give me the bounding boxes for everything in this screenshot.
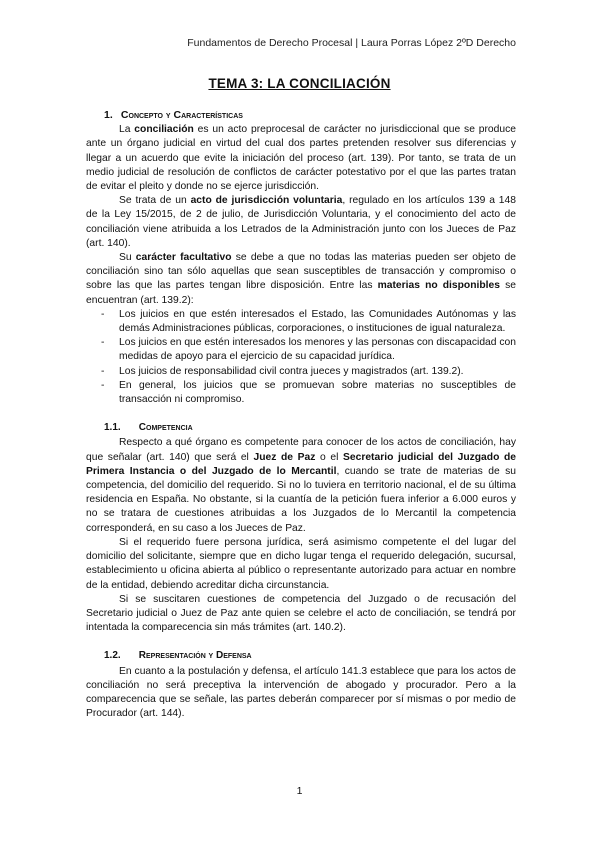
paragraph — [86, 123, 516, 194]
list-item-text: Los juicios en que estén interesados los menores y las personas con discapacidad con medidas de apoyo para el ejercicio de su capacidad jurídica. — [119, 337, 516, 363]
paragraph — [86, 194, 516, 251]
list-item — [101, 336, 516, 364]
bold-term: Juez de Paz — [253, 451, 316, 463]
list-item — [101, 308, 516, 336]
section-title: Representación y Defensa — [138, 650, 252, 662]
bold-term: carácter facultativo — [135, 252, 232, 264]
list-item — [101, 379, 516, 407]
section-number: 1.1. — [104, 422, 121, 434]
section-1-heading — [104, 108, 516, 122]
materias-list — [86, 308, 516, 407]
text-run: se debe a que no todas las materias pueden ser objeto de conciliación sino tan sólo aquellas que sean susceptibles de transacción y compromiso o sobre las que las partes tengan libre disposición. Entre las — [86, 252, 516, 292]
spacer — [86, 407, 516, 421]
page-title: TEMA 3: LA CONCILIACIÓN — [208, 76, 391, 91]
page-number: 1 — [296, 785, 303, 797]
paragraph — [86, 251, 516, 308]
dash-bullet: - — [101, 365, 105, 377]
bold-term: acto de jurisdicción voluntaria — [190, 195, 343, 207]
bold-term: Secretario judicial del Juzgado de Primera Instancia o del Juzgado de lo Mercantil — [86, 451, 516, 477]
list-item-text: En general, los juicios que se promuevan sobre materias no susceptibles de transacción ni compromiso. — [119, 379, 516, 406]
dash-bullet: - — [101, 379, 105, 391]
dash-bullet: - — [101, 308, 105, 320]
list-item-text: Los juicios de responsabilidad civil contra jueces y magistrados (art. 139.2). — [119, 365, 464, 377]
text-run: La — [119, 124, 135, 136]
text-run: Respecto a qué órgano es competente para conocer de los actos de conciliación, hay que señalar (art. 140) que será el — [86, 437, 516, 463]
section-1-2-heading — [104, 649, 516, 663]
bold-term: conciliación — [134, 124, 194, 136]
paragraph — [86, 436, 516, 535]
section-number: 1. — [104, 109, 113, 121]
document-body — [86, 108, 516, 721]
text-run: es un acto preprocesal de carácter no jurisdiccional que se produce ante un órgano judicial en virtud del cual dos partes pretenden resolver sus diferencias y llegar a un acuerdo que evite la iniciación del proceso (art. 139). Por tanto, se trata de un medio judicial de resolución de conflictos de carácter potestativo por el que las partes tratan de evitar el pleito y donde no se ejerce jurisdicción. — [86, 124, 516, 193]
list-item-text: Los juicios en que estén interesados el Estado, las Comunidades Autónomas y las demás Administraciones públicas, corporaciones, o instituciones de igual naturaleza. — [119, 308, 516, 335]
paragraph: Si el requerido fuere persona jurídica, será asimismo competente el del lugar del domicilio del solicitante, siempre que en dicho lugar tenga el requerido delegación, sucursal, establecimiento u oficina abierta al público o representante autorizado para actuar en nombre de la entidad, debiendo acreditar dicha circunstancia. — [86, 536, 516, 591]
page-header: Fundamentos de Derecho Procesal | Laura Porras López 2ºD Derecho — [187, 37, 516, 49]
text-run: se encuentran (art. 139.2): — [86, 280, 516, 306]
dash-bullet: - — [101, 337, 105, 349]
text-run: , regulado en los artículos 139 a 148 de la Ley 15/2015, de 2 de julio, de Jurisdicción Voluntaria, y el conocimiento del acto de conciliación viene atribuida a los Letrados de la Administración junto con los Jueces de Paz (art. 140). — [86, 195, 516, 249]
spacer — [86, 635, 516, 649]
text-run: Se trata de un — [119, 195, 191, 207]
paragraph: Si se suscitaren cuestiones de competencia del Juzgado o de recusación del Secretario judicial o Juez de Paz ante quien se celebre el acto de conciliación, se tendrá por intentada la comparecencia sin más trámites (art. 140.2). — [86, 593, 516, 634]
text-run: , cuando se trate de materias de su competencia, del domicilio del requerido. Si no lo tuviera en territorio nacional, el de su última residencia en España. No obstante, si la cuantía de la petición fuera inferior a 6.000 euros y no se tratara de cuestiones atribuidas a los Juzgados de lo Mercantil la competencia corresponderá, en su caso a los Jueces de Paz. — [86, 465, 516, 534]
section-title: Competencia — [138, 422, 193, 434]
section-1-1-heading — [104, 421, 516, 435]
section-number: 1.2. — [104, 650, 121, 662]
text-run: Su — [119, 252, 136, 264]
section-title: Concepto y Características — [120, 109, 243, 121]
paragraph: En cuanto a la postulación y defensa, el artículo 141.3 establece que para los actos de conciliación no será preceptiva la intervención de abogado y procurador. Pero a la comparecencia que se señale, las partes deberán comparecer por sí mismas o por medio de Procurador (art. 144). — [86, 665, 516, 720]
text-run: o el — [315, 451, 343, 463]
bold-term: materias no disponibles — [377, 280, 500, 292]
list-item — [101, 365, 516, 379]
